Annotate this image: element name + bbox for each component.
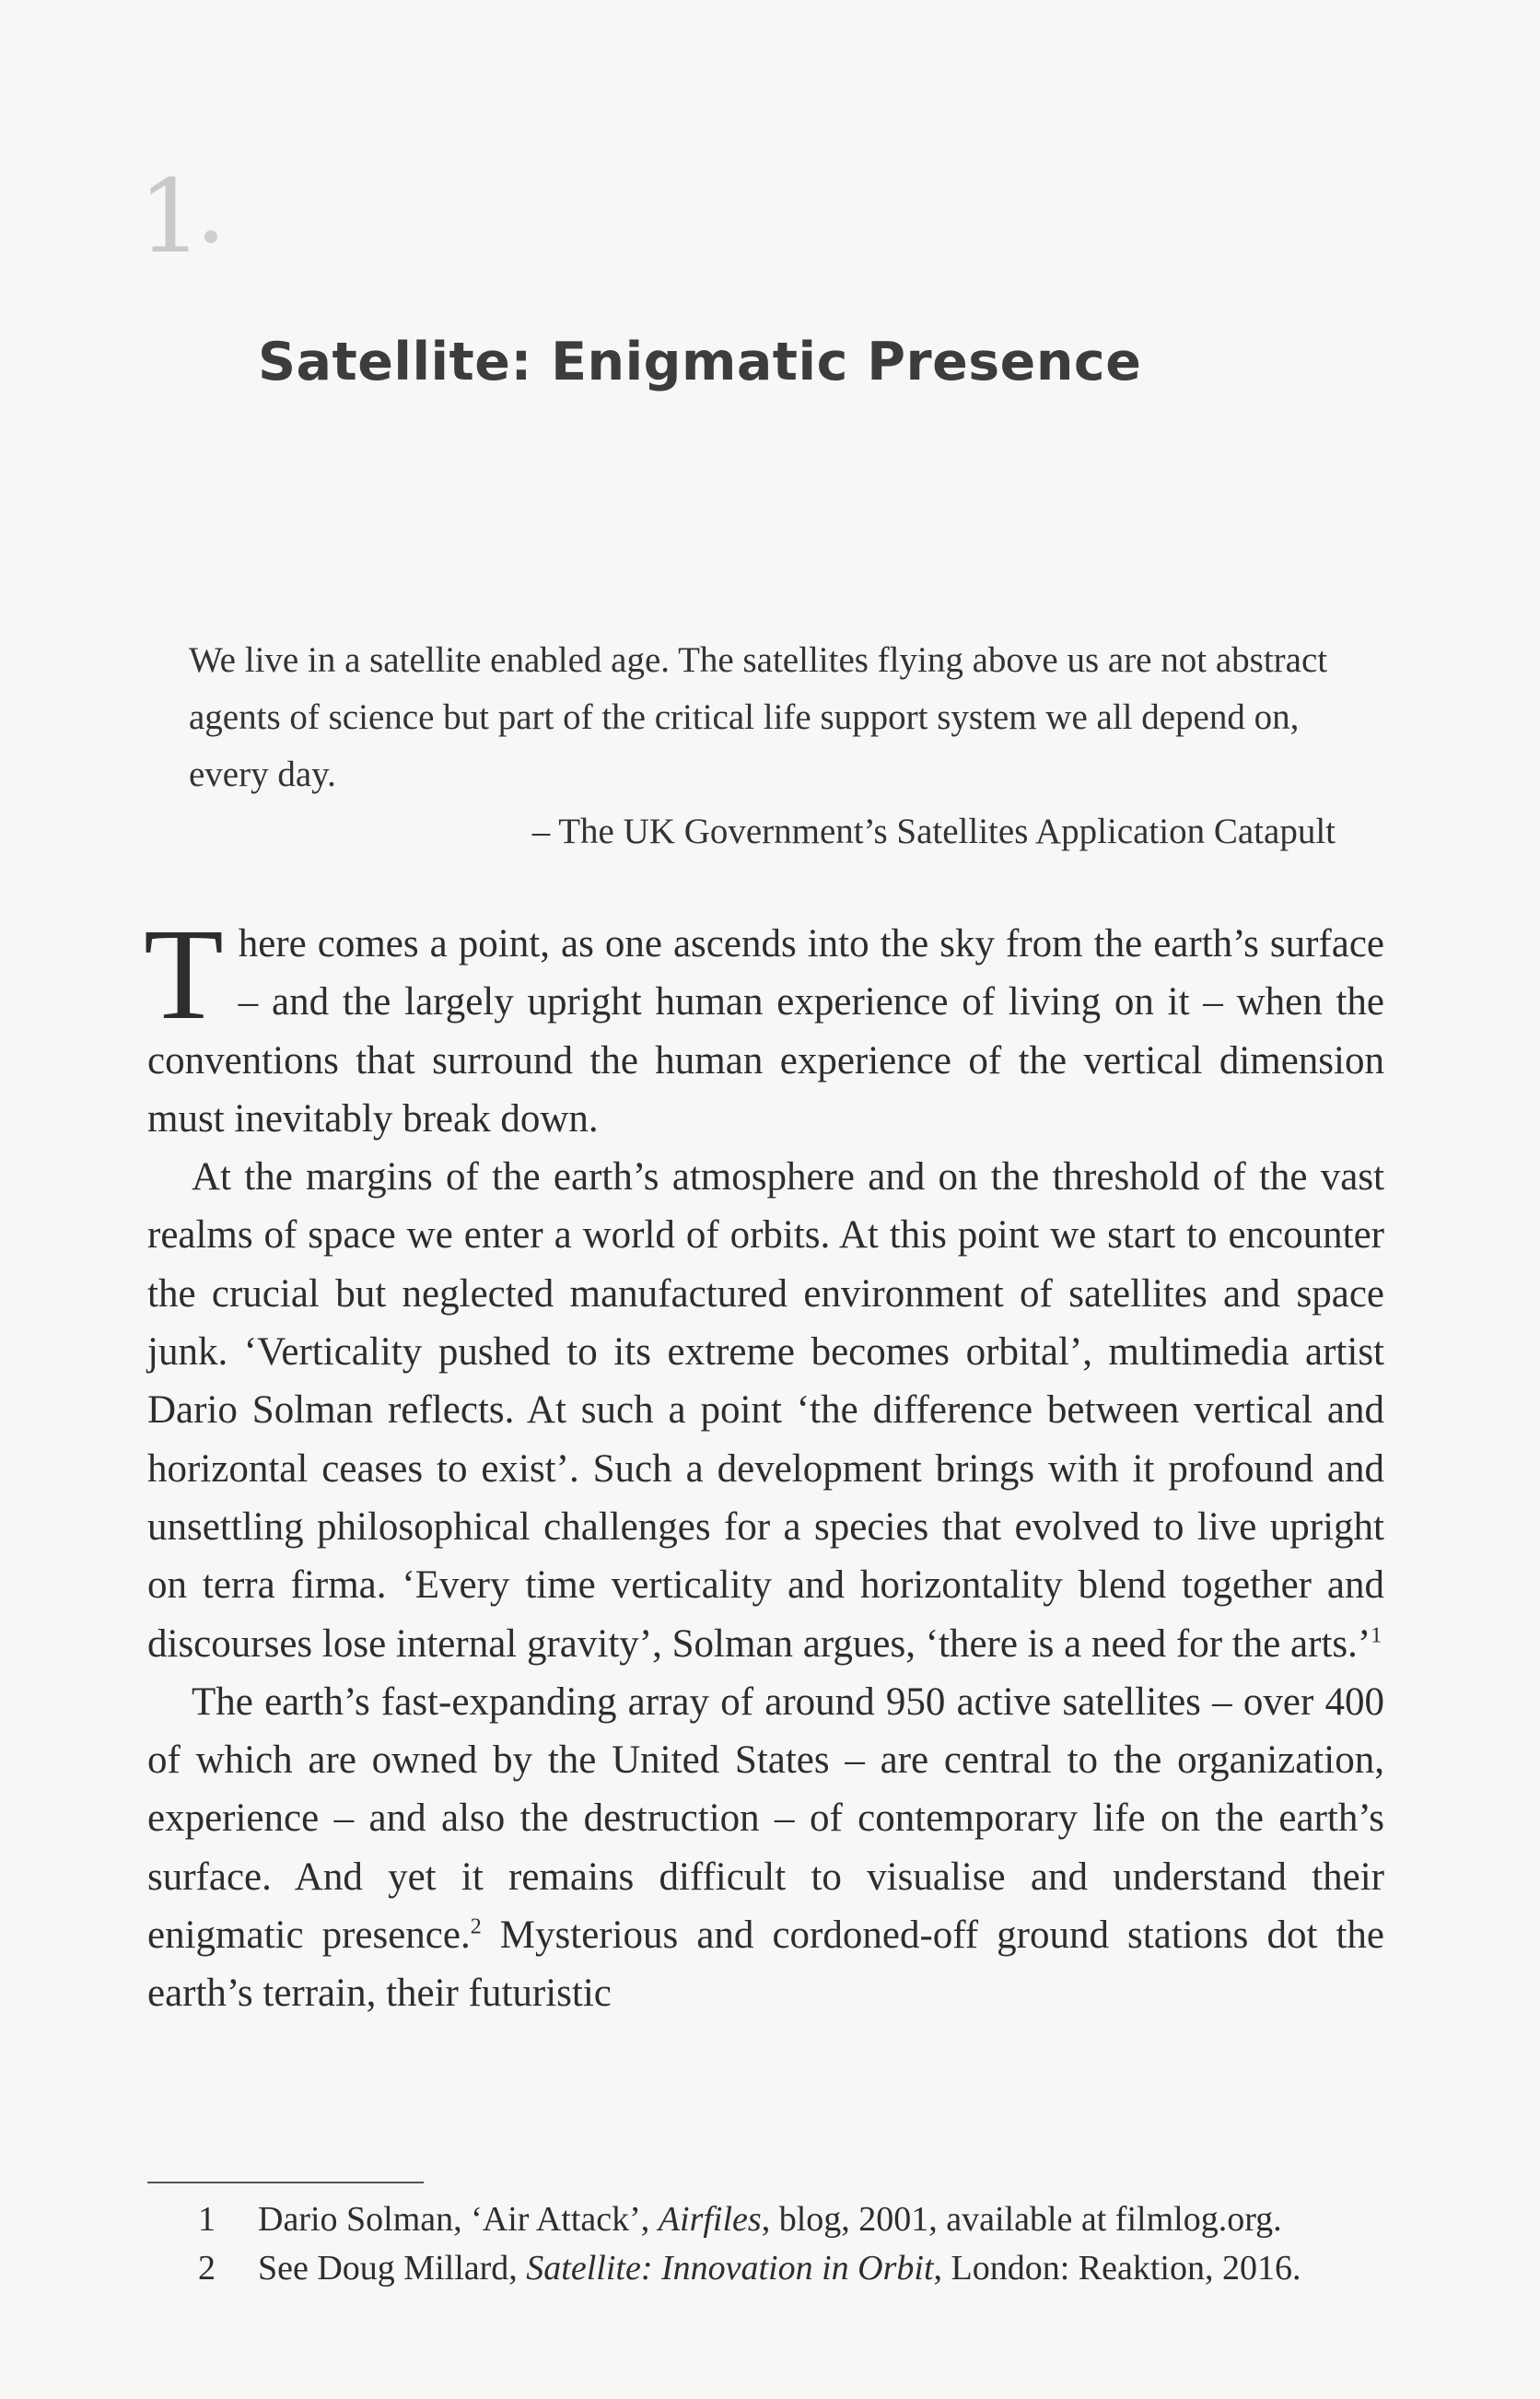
epigraph-text: We live in a satellite enabled age. The satellites flying above us are not abstract agents of science but part of the critical life support system we all depend on, every day. xyxy=(189,640,1328,794)
drop-cap: T xyxy=(144,901,224,1047)
footnote-text xyxy=(258,2244,1301,2293)
footnote-text-after: , blog, 2001, available at filmlog.org. xyxy=(761,2200,1282,2239)
chapter-number: 1 xyxy=(138,158,203,275)
footnote-ref-2[interactable]: 2 xyxy=(470,1914,482,1939)
footnote-number: 1 xyxy=(198,2200,216,2239)
epigraph xyxy=(189,632,1336,860)
footnote-italic-title: Satellite: Innovation in Orbit xyxy=(526,2249,934,2288)
epigraph-attribution: – The UK Government’s Satellites Application Catapult xyxy=(531,812,1336,851)
footnote-text-before: See Doug Millard, xyxy=(258,2249,527,2288)
chapter-title: Satellite: Enigmatic Presence xyxy=(258,332,1142,392)
footnote-text-before: Dario Solman, ‘Air Attack’, xyxy=(258,2200,659,2239)
footnote-1 xyxy=(147,2195,1384,2244)
footnote-divider xyxy=(147,2182,424,2183)
body-text xyxy=(144,901,1384,2023)
chapter-number-dot xyxy=(204,230,217,243)
paragraph-3-text-after: Mysterious and cordoned-off ground stations dot the earth’s terrain, their futuristic xyxy=(147,1913,1384,2016)
footnote-ref-1[interactable]: 1 xyxy=(1371,1623,1382,1648)
paragraph-2-text: At the margins of the earth’s atmosphere and on the threshold of the vast realms of space we enter a world of orbits. At this point we start to encounter the crucial but neglected manufactured environment of satellites and space junk. ‘Verticality pushed to its extreme becomes orbital’, multimedia artist Dario Solman reflects. At such a point ‘the difference between vertical and horizontal ceases to exist’. Such a development brings with it profound and unsettling philosophical challenges for a species that evolved to live upright on terra firma. ‘Every time verticality and horizontality blend together and discourses lose internal gravity’, Solman argues, ‘there is a need for the arts.’ xyxy=(147,1155,1384,1666)
footnote-text xyxy=(258,2195,1282,2244)
paragraph-1 xyxy=(144,901,1384,1148)
paragraph-1-text: here comes a point, as one ascends into the sky from the earth’s surface – and the largely upright human experience of living on it – when the conventions that surround the human experience of the vertical dimension must inevitably break down. xyxy=(147,922,1384,1141)
footnote-italic-title: Airfiles xyxy=(658,2200,762,2239)
footnote-text-after: , London: Reaktion, 2016. xyxy=(933,2249,1301,2288)
paragraph-2 xyxy=(147,1148,1384,1673)
footnote-2 xyxy=(147,2244,1384,2293)
footnote-number: 2 xyxy=(198,2249,216,2288)
paragraph-3 xyxy=(147,1673,1384,2023)
footnotes xyxy=(147,2195,1384,2293)
paragraph-3-text-before: The earth’s fast-expanding array of around 950 active satellites – over 400 of which are owned by the United States – are central to the organization, experience – and also the destruction – of contemporary life on the earth’s surface. And yet it remains difficult to visualise and understand their enigmatic presence. xyxy=(147,1679,1384,1958)
